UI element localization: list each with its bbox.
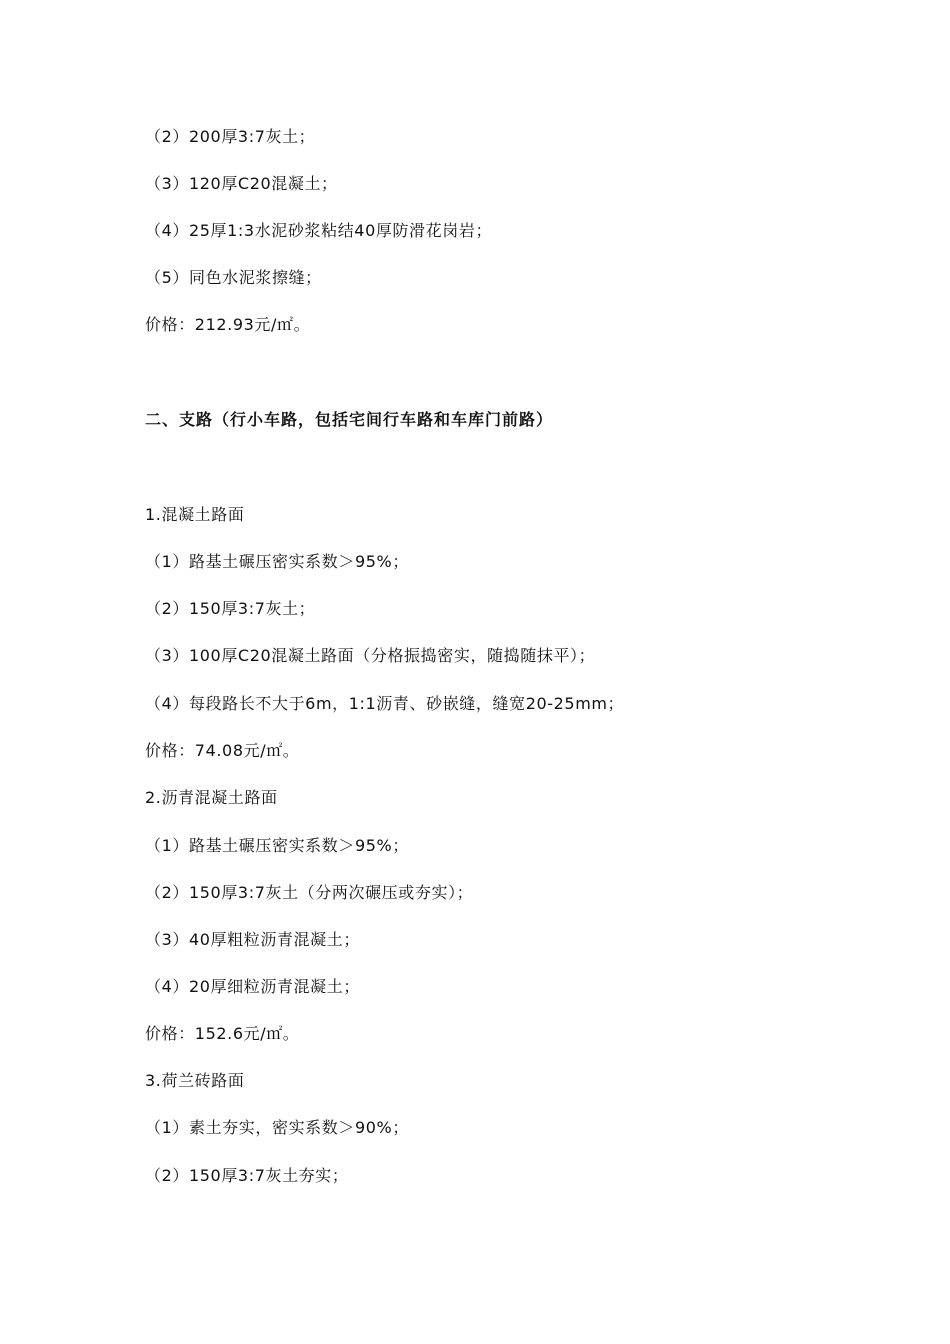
spec-item: （2）150厚3:7灰土； bbox=[145, 599, 316, 618]
spec-item: （2）150厚3:7灰土（分两次碾压或夯实）； bbox=[145, 883, 474, 902]
spec-item: （3）120厚C20混凝土； bbox=[145, 174, 338, 193]
spec-item: （1）素土夯实，密实系数＞90%； bbox=[145, 1118, 409, 1137]
subsection-title: 3.荷兰砖路面 bbox=[145, 1071, 245, 1090]
spec-item: （5）同色水泥浆擦缝； bbox=[145, 268, 322, 287]
spec-item: （4）25厚1:3水泥砂浆粘结40厚防滑花岗岩； bbox=[145, 221, 493, 240]
price-line: 价格：152.6元/㎡。 bbox=[145, 1024, 300, 1043]
price-line: 价格：74.08元/㎡。 bbox=[145, 741, 300, 760]
section-heading: 二、支路（行小车路，包括宅间行车路和车库门前路） bbox=[145, 410, 554, 429]
price-line: 价格：212.93元/㎡。 bbox=[145, 315, 311, 334]
spec-item: （2）200厚3:7灰土； bbox=[145, 127, 316, 146]
spec-item: （3）100厚C20混凝土路面（分格振捣密实，随捣随抹平）； bbox=[145, 646, 596, 665]
spec-item: （4）20厚细粒沥青混凝土； bbox=[145, 977, 360, 996]
spec-item: （1）路基土碾压密实系数＞95%； bbox=[145, 836, 409, 855]
spec-item: （4）每段路长不大于6m，1:1沥青、砂嵌缝，缝宽20-25mm； bbox=[145, 694, 625, 713]
spec-item: （2）150厚3:7灰土夯实； bbox=[145, 1166, 349, 1185]
subsection-title: 1.混凝土路面 bbox=[145, 505, 245, 524]
spec-item: （3）40厚粗粒沥青混凝土； bbox=[145, 930, 360, 949]
spec-item: （1）路基土碾压密实系数＞95%； bbox=[145, 552, 409, 571]
subsection-title: 2.沥青混凝土路面 bbox=[145, 788, 278, 807]
